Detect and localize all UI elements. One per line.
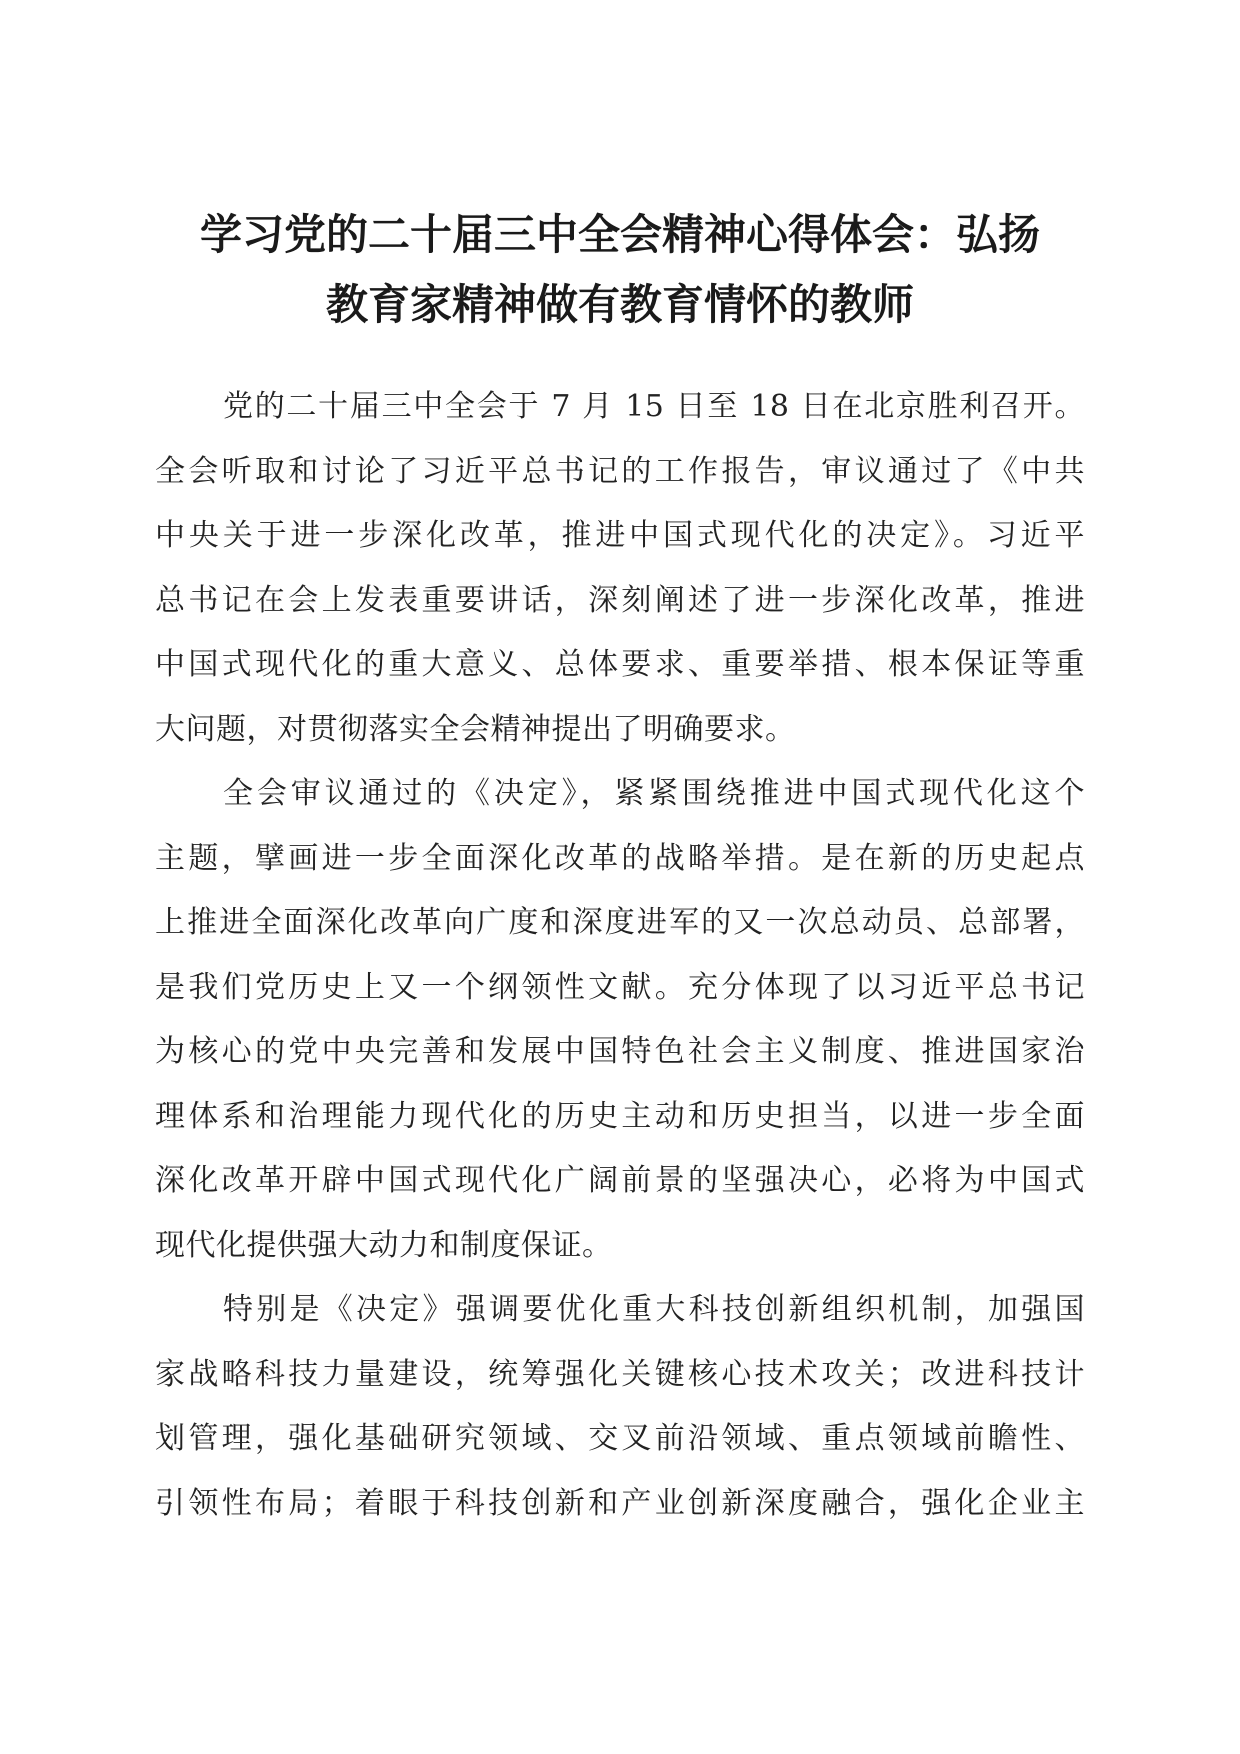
text-line: 划管理，强化基础研究领域、交叉前沿领域、重点领域前瞻性、: [155, 1421, 1085, 1456]
paragraph-1: [155, 375, 1085, 762]
text-line: 特别是《决定》强调要优化重大科技创新组织机制，加强国: [223, 1292, 1085, 1327]
text-line: 大问题，对贯彻落实全会精神提出了明确要求。: [155, 711, 796, 747]
paragraph-3: [155, 1278, 1085, 1536]
text-line: 理体系和治理能力现代化的历史主动和历史担当，以进一步全面: [155, 1098, 1085, 1134]
text-line: 全会听取和讨论了习近平总书记的工作报告，审议通过了《中共: [155, 453, 1085, 489]
text-line: 深化改革开辟中国式现代化广阔前景的坚强决心，必将为中国式: [155, 1163, 1085, 1198]
title-line: 教育家精神做有教育情怀的教师: [325, 280, 914, 329]
text-line: 引领性布局；着眼于科技创新和产业创新深度融合，强化企业主: [155, 1485, 1085, 1521]
text-line: 是我们党历史上又一个纲领性文献。充分体现了以习近平总书记: [155, 969, 1085, 1005]
text-line: 现代化提供强大动力和制度保证。: [155, 1227, 613, 1263]
title-line: 学习党的二十届三中全会精神心得体会：弘扬: [199, 210, 1040, 259]
text-line: 为核心的党中央完善和发展中国特色社会主义制度、推进国家治: [155, 1034, 1085, 1069]
text-line: 总书记在会上发表重要讲话，深刻阐述了进一步深化改革，推进: [155, 582, 1085, 618]
text-line: 主题，擘画进一步全面深化改革的战略举措。是在新的历史起点: [155, 840, 1085, 876]
text-line: 家战略科技力量建设，统筹强化关键核心技术攻关；改进科技计: [155, 1356, 1085, 1392]
document-title: [150, 200, 1090, 340]
text-line: 中央关于进一步深化改革，推进中国式现代化的决定》。习近平: [155, 518, 1085, 553]
text-line: 上推进全面深化改革向广度和深度进军的又一次总动员、总部署，: [155, 905, 1085, 940]
text-line: 中国式现代化的重大意义、总体要求、重要举措、根本保证等重: [155, 647, 1085, 682]
document-body: [155, 375, 1085, 1536]
text-line: 全会审议通过的《决定》，紧紧围绕推进中国式现代化这个: [223, 776, 1085, 811]
paragraph-2: [155, 762, 1085, 1278]
text-line: 党的二十届三中全会于 7 月 15 日至 18 日在北京胜利召开。: [223, 389, 1085, 424]
